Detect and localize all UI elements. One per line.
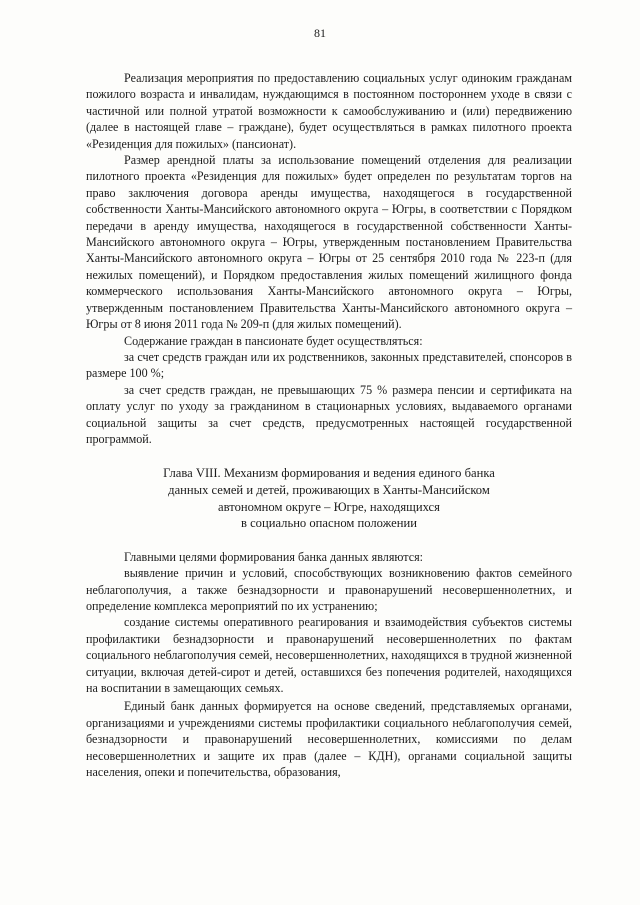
paragraph-5: за счет средств граждан, не превышающих 75 % размера пенсии и сертификата на оплату услуг по уходу за гражданином в стационарных условиях, выдаваемого органами социальной защиты за счет средств, предусмотренных настоящей государственной программой. <box>86 382 572 446</box>
chapter-heading-line: автономном округе – Югре, находящихся <box>218 499 440 514</box>
page-number: 81 <box>314 26 326 40</box>
chapter-heading-line: данных семей и детей, проживающих в Ханты-Мансийском <box>168 482 490 497</box>
paragraph-8: создание системы оперативного реагирования и взаимодействия субъектов системы профилактики безнадзорности и правонарушений несовершеннолетних по фактам социального неблагополучия семей, несовершеннолетних, находящихся в трудной жизненной ситуации, включая детей-сирот и детей, оставшихся без попечения родителей, находящихся на воспитании в замещающих семьях. <box>86 615 572 695</box>
paragraph-7: выявление причин и условий, способствующих возникновению фактов семейного неблагополучия, а также безнадзорности и правонарушений несовершеннолетних, и определение комплекса мероприятий по их устранению; <box>86 566 572 613</box>
document-body <box>86 70 572 780</box>
chapter-heading-line: в социально опасном положении <box>241 516 417 531</box>
paragraph-6: Главными целями формирования банка данных являются: <box>124 549 423 564</box>
paragraph-3: Содержание граждан в пансионате будет осуществляться: <box>124 333 423 348</box>
paragraph-9: Единый банк данных формируется на основе сведений, представляемых органами, организациями и учреждениями системы профилактики социального неблагополучия семей, безнадзорности и правонарушений несовершеннолетних, комиссиями по делам несовершеннолетних и защите их прав (далее – КДН), органами социальной защиты населения, опеки и попечительства, образования, <box>86 699 572 779</box>
paragraph-4: за счет средств граждан или их родственников, законных представителей, спонсоров в размере 100 %; <box>86 349 572 381</box>
paragraph-1: Реализация мероприятия по предоставлению социальных услуг одиноким гражданам пожилого возраста и инвалидам, нуждающимся в постоянном постороннем уходе в связи с частичной или полной утратой возможности к самообслуживанию и (или) передвижению (далее в настоящей главе – граждане), будет осуществляться в рамках пилотного проекта «Резиденция для пожилых» (пансионат). <box>86 71 572 151</box>
chapter-heading-line: Глава VIII. Механизм формирования и ведения единого банка <box>163 466 495 481</box>
paragraph-2: Размер арендной платы за использование помещений отделения для реализации пилотного проекта «Резиденция для пожилых» будет определен по результатам торгов на право заключения договора аренды имущества, находящегося в государственной собственности Ханты-Мансийского автономного округа – Югры, в соответствии с Порядком передачи в аренду имущества, находящегося в государственной собственности Ханты-Мансийского автономного округа – Югры, утвержденным постановлением Правительства Ханты-Мансийского автономного округа – Югры от 25 сентября 2010 года № 223-п (для нежилых помещений), и Порядком предоставления жилых помещений жилищного фонда коммерческого использования Ханты-Мансийского автономного округа – Югры, утвержденным постановлением Правительства Ханты-Мансийского автономного округа – Югры от 8 июня 2011 года № 209-п (для жилых помещений). <box>86 153 572 332</box>
chapter-heading <box>86 465 572 531</box>
